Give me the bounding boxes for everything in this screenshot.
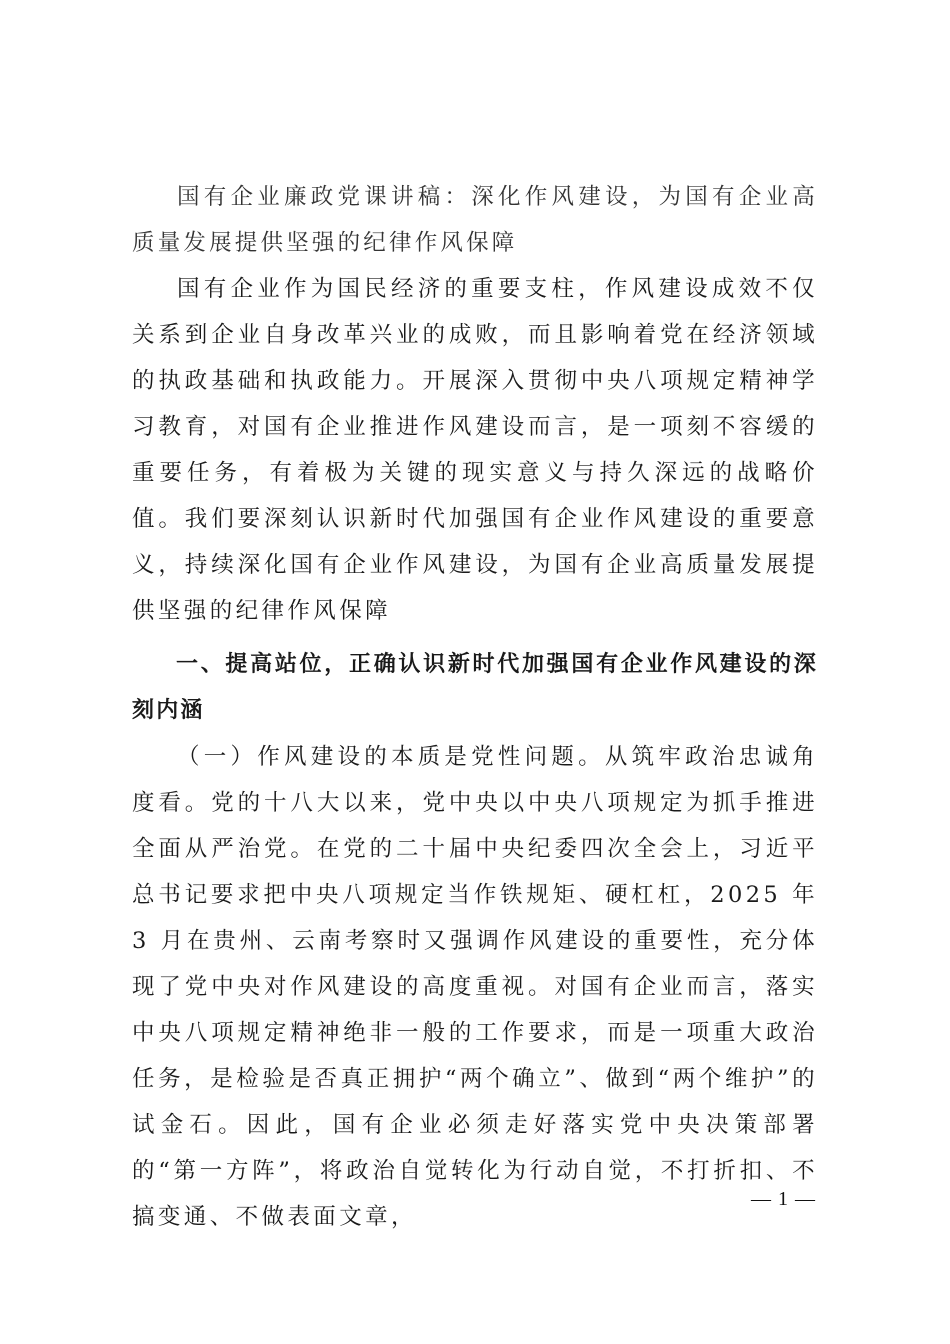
document-title: 国有企业廉政党课讲稿：深化作风建设，为国有企业高质量发展提供坚强的纪律作风保障: [132, 184, 818, 256]
document-body: [132, 174, 818, 1240]
subsection-paragraph: （一）作风建设的本质是党性问题。从筑牢政治忠诚角度看。党的十八大以来，党中央以中央八项规定为抓手推进全面从严治党。在党的二十届中央纪委四次全会上，习近平总书记要求把中央八项规定当作铁规矩、硬杠杠，2025 年 3 月在贵州、云南考察时又强调作风建设的重要性，充分体现了党中央对作风建设的高度重视。对国有企业而言，落实中央八项规定精神绝非一般的工作要求，而是一项重大政治任务，是检验是否真正拥护“两个确立”、做到“两个维护”的试金石。因此，国有企业必须走好落实党中央决策部署的“第一方阵”，将政治自觉转化为行动自觉，不打折扣、不搞变通、不做表面文章，: [132, 744, 818, 1230]
page-number: — 1 —: [751, 1188, 816, 1210]
section-heading: 一、提高站位，正确认识新时代加强国有企业作风建设的深刻内涵: [132, 652, 818, 723]
intro-paragraph: 国有企业作为国民经济的重要支柱，作风建设成效不仅关系到企业自身改革兴业的成败，而且影响着党在经济领域的执政基础和执政能力。开展深入贯彻中央八项规定精神学习教育，对国有企业推进作风建设而言，是一项刻不容缓的重要任务，有着极为关键的现实意义与持久深远的战略价值。我们要深刻认识新时代加强国有企业作风建设的重要意义，持续深化国有企业作风建设，为国有企业高质量发展提供坚强的纪律作风保障: [132, 276, 818, 624]
